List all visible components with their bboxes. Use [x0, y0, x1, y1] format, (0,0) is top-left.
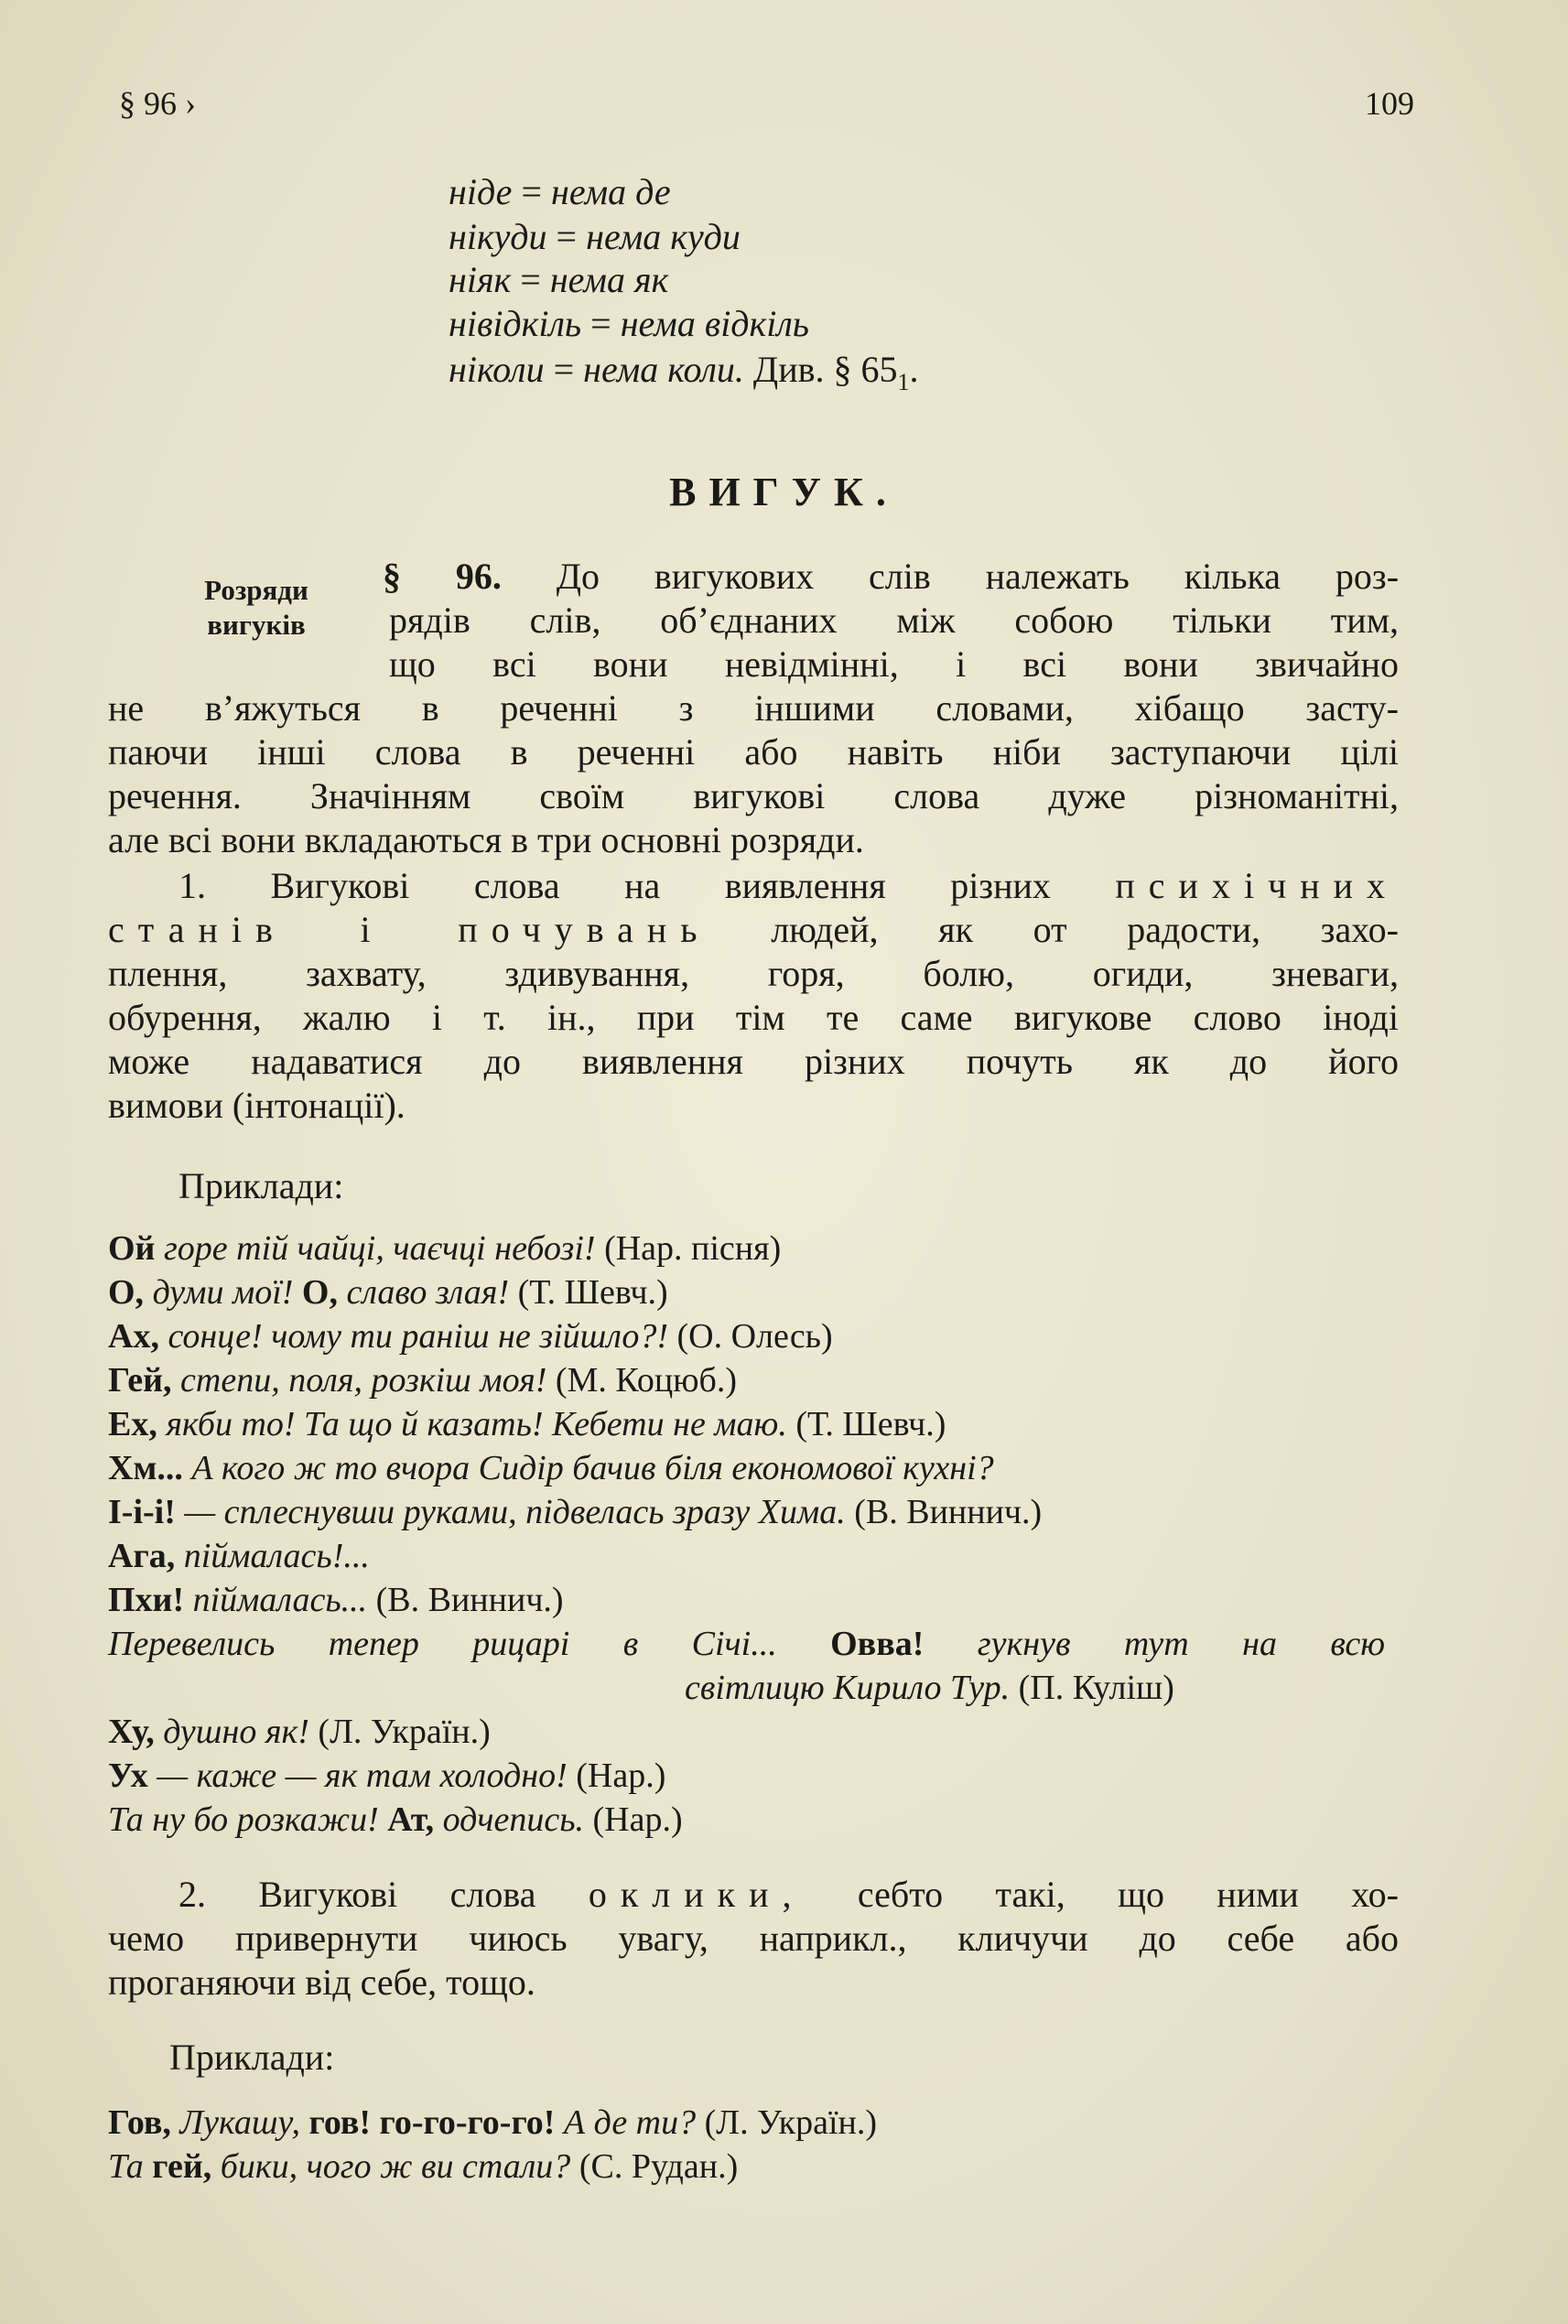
example-line: Ех, якби то! Та що й казать! Кебети не маю. (Т. Шевч.)	[108, 1405, 946, 1443]
running-header-section: § 96 ›	[119, 85, 196, 122]
example-line: Пхи! піймалась... (В. Виннич.)	[108, 1581, 564, 1619]
paragraph-line: але всі вони вкладаються в три основні розряди.	[108, 819, 864, 860]
paragraph-line: проганяючи від себе, тощо.	[108, 1962, 535, 2003]
examples-label: Приклади:	[169, 2037, 335, 2078]
example-line: Ух — каже — як там холодно! (Нар.)	[108, 1757, 666, 1795]
equation-line: ніяк = нема як	[449, 259, 669, 300]
equation-line: ніде = нема де	[449, 171, 671, 212]
example-line: Ах, сонце! чому ти раніш не зійшло?! (О. Олесь)	[108, 1317, 833, 1356]
paragraph-line: рядів слів, об’єднаних між собою тільки тим,	[389, 600, 1399, 641]
example-line: Та гей, бики, чого ж ви стали? (С. Рудан.)	[108, 2147, 739, 2186]
paragraph-line: речення. Значінням своїм вигукові слова дуже різноманітні,	[108, 775, 1399, 816]
paragraph-line: 2. Вигукові слова оклики, себто такі, що ними хо-	[178, 1874, 1400, 1915]
paragraph-line: не в’яжуться в реченні з іншими словами, хібащо засту-	[108, 687, 1399, 729]
example-line: Гов, Лукашу, гов! го-го-го-го! А де ти? (Л. Україн.)	[108, 2103, 878, 2142]
paragraph-line: плення, захвату, здивування, горя, болю, огиди, зневаги,	[108, 953, 1399, 994]
example-line: Гей, степи, поля, розкіш моя! (М. Коцюб.)	[108, 1361, 738, 1400]
paragraph-line: станів і почувань людей, як от радости, захо-	[108, 909, 1400, 950]
equation-line: нікуди = нема куди	[449, 216, 741, 257]
example-line: Ой горе тій чайці, чаєчці небозі! (Нар. пісня)	[108, 1229, 782, 1268]
examples-label: Приклади:	[178, 1165, 344, 1206]
example-line: Ага, піймалась!...	[108, 1537, 370, 1575]
example-line: О, думи мої! О, славо злая! (Т. Шевч.)	[108, 1273, 668, 1312]
paragraph-line: що всі вони невідмінні, і всі вони звичайно	[389, 643, 1399, 685]
section-heading: ВИГУК.	[669, 470, 899, 514]
example-line: світлицю Кирило Тур. (П. Куліш)	[685, 1669, 1174, 1707]
example-line: Та ну бо розкажи! Ат, одчепись. (Нар.)	[108, 1800, 683, 1839]
paragraph-line: 1. Вигукові слова на виявлення різних психічних	[178, 865, 1399, 906]
example-line: Хм... А кого ж то вчора Сидір бачив біля економової кухні?	[108, 1449, 994, 1487]
paragraph-line: обурення, жалю і т. ін., при тім те саме вигукове слово іноді	[108, 997, 1399, 1038]
paragraph-line: чемо привернути чиюсь увагу, наприкл., кличучи до себе або	[108, 1918, 1399, 1959]
paragraph-line: § 96. До вигукових слів належать кілька роз-	[383, 556, 1400, 597]
example-line: Ху, душно як! (Л. Україн.)	[108, 1713, 491, 1751]
paragraph-line: паючи інші слова в реченні або навіть ніби заступаючи цілі	[108, 731, 1399, 773]
page-number: 109	[1365, 85, 1414, 122]
paragraph-line: може надаватися до виявлення різних почуть як до його	[108, 1041, 1399, 1082]
equation-line: ніколи = нема коли. Див. § $65_1$.	[449, 349, 919, 395]
example-line: І-і-і! — сплеснувши руками, підвелась зразу Хима. (В. Виннич.)	[108, 1493, 1043, 1531]
example-line: Перевелись тепер рицарі в Січі... Овва! гукнув тут на всю	[108, 1625, 1385, 1663]
paragraph-line: вимови (інтонації).	[108, 1085, 406, 1126]
margin-note: Розряди вигуків	[204, 574, 308, 641]
equation-line: нівідкіль = нема відкіль	[449, 303, 810, 344]
